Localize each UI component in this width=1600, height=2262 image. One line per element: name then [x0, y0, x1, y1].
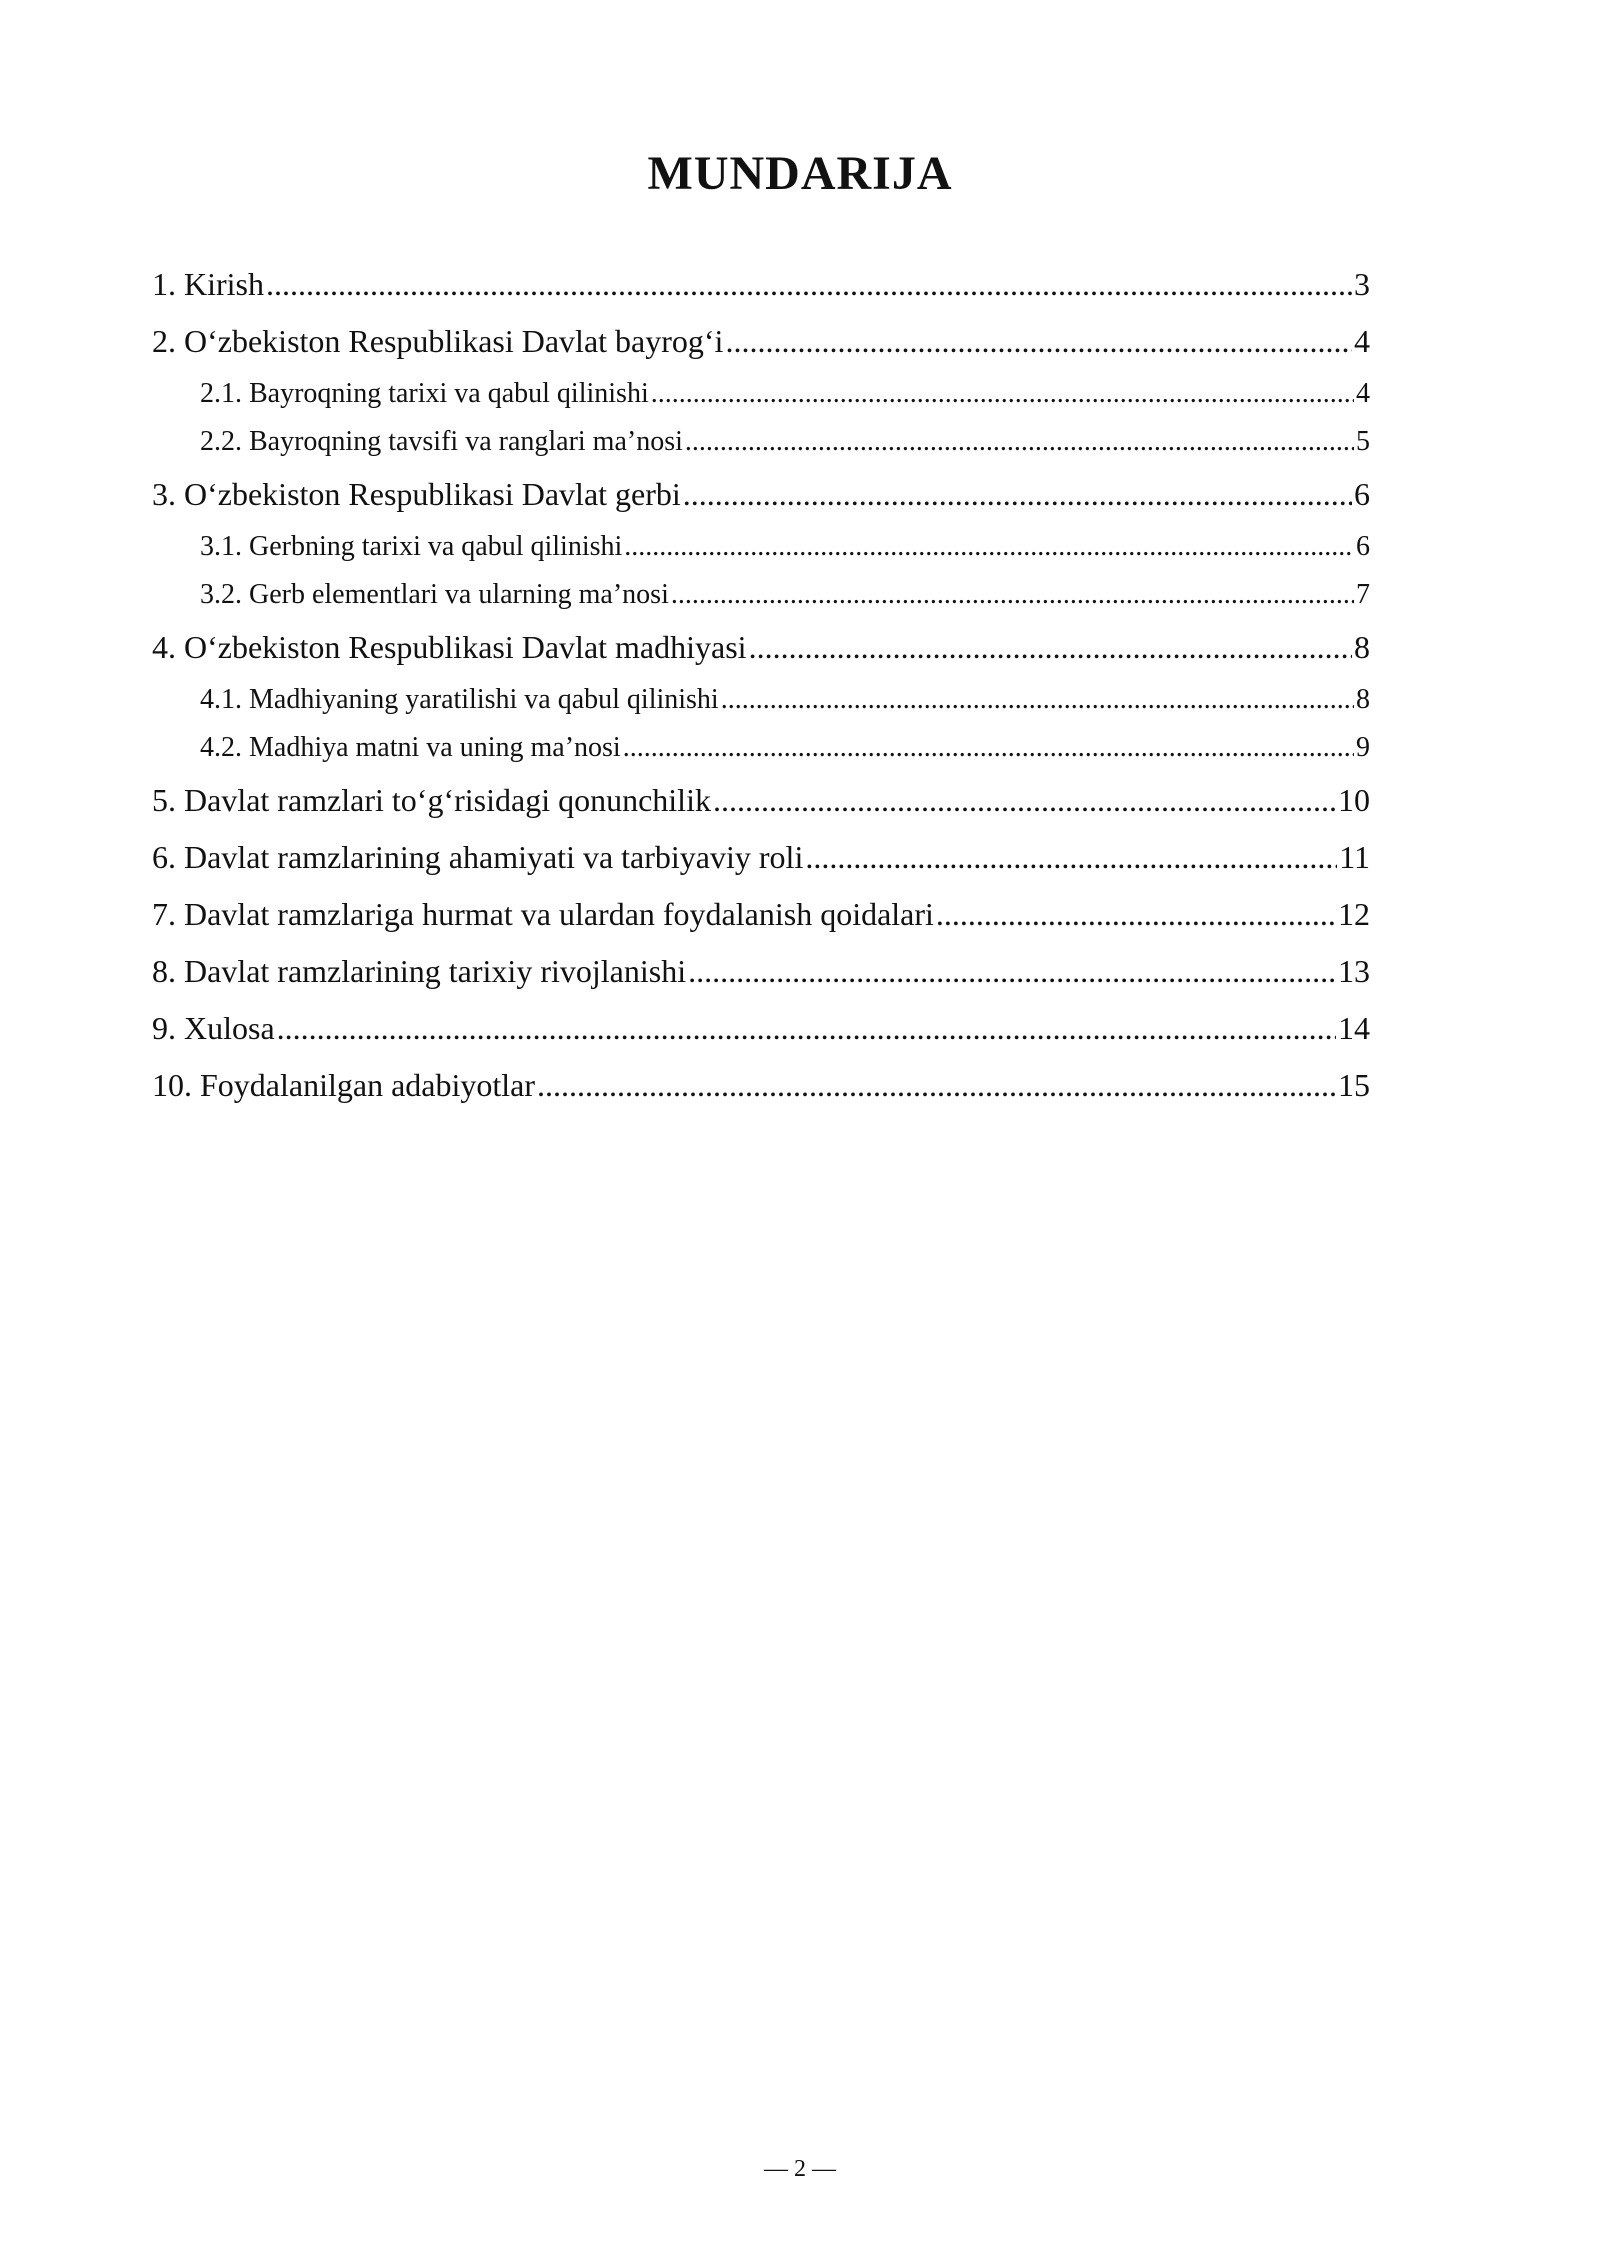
toc-page-number: 12 — [1338, 896, 1370, 932]
toc-page-number: 9 — [1356, 732, 1370, 763]
toc-entry[interactable] — [152, 472, 1370, 529]
toc-entry[interactable] — [152, 726, 1370, 774]
toc-dot-leader — [749, 625, 1352, 669]
toc-entry-text: 4. O‘zbekiston Respublikasi Davlat madhiyasi — [152, 629, 747, 665]
toc-entry-text: 3.1. Gerbning tarixi va qabul qilinishi — [200, 531, 623, 562]
toc-entry[interactable] — [152, 1063, 1370, 1120]
toc-entry-text: 7. Davlat ramzlariga hurmat va ulardan foydalanish qoidalari — [152, 896, 934, 932]
toc-entry[interactable] — [152, 625, 1370, 682]
toc-entry-text: 1. Kirish — [152, 266, 264, 302]
toc-entry[interactable] — [152, 573, 1370, 621]
toc-entry[interactable] — [152, 892, 1370, 949]
toc-entry-text: 8. Davlat ramzlarining tarixiy rivojlanishi — [152, 953, 687, 989]
toc-page-number: 4 — [1356, 378, 1370, 409]
toc-page-number: 14 — [1338, 1010, 1370, 1046]
toc-entry[interactable] — [152, 420, 1370, 468]
toc-dot-leader — [725, 319, 1352, 363]
toc-entry[interactable] — [152, 525, 1370, 573]
toc-entry-text: 5. Davlat ramzlari to‘g‘risidagi qonunchilik — [152, 782, 711, 818]
toc-entry-text: 2.2. Bayroqning tavsifi va ranglari ma’nosi — [200, 426, 683, 457]
toc-entry[interactable] — [152, 949, 1370, 1006]
toc-entry[interactable] — [152, 1006, 1370, 1063]
page-number-footer: — 2 — — [764, 2156, 836, 2182]
toc-entry-text: 2. O‘zbekiston Respublikasi Davlat bayrog‘i — [152, 323, 724, 359]
toc-entry[interactable] — [152, 835, 1370, 892]
toc-entry[interactable] — [152, 678, 1370, 726]
toc-entry-text: 10. Foydalanilgan adabiyotlar — [152, 1067, 536, 1103]
table-of-contents — [152, 262, 1370, 1120]
toc-entry-text: 3.2. Gerb elementlari va ularning ma’nosi — [200, 579, 669, 610]
toc-dot-leader — [671, 573, 1354, 617]
toc-page-number: 6 — [1356, 531, 1370, 562]
page-title: MUNDARIJA — [647, 147, 953, 200]
toc-entry[interactable] — [152, 778, 1370, 835]
toc-dot-leader — [688, 949, 1336, 993]
toc-entry[interactable] — [152, 262, 1370, 319]
toc-page-number: 8 — [1356, 684, 1370, 715]
toc-page-number: 4 — [1354, 323, 1370, 359]
toc-page-number: 13 — [1338, 953, 1370, 989]
toc-dot-leader — [721, 678, 1354, 722]
toc-entry-text: 9. Xulosa — [152, 1010, 275, 1046]
toc-dot-leader — [623, 726, 1354, 770]
toc-dot-leader — [624, 525, 1354, 569]
toc-dot-leader — [805, 835, 1337, 879]
toc-entry[interactable] — [152, 372, 1370, 420]
toc-entry-text: 2.1. Bayroqning tarixi va qabul qilinishi — [200, 378, 649, 409]
toc-page-number: 5 — [1356, 426, 1370, 457]
toc-entry[interactable] — [152, 319, 1370, 376]
toc-entry-text: 4.2. Madhiya matni va uning ma’nosi — [200, 732, 621, 763]
toc-entry-text: 4.1. Madhiyaning yaratilishi va qabul qilinishi — [200, 684, 719, 715]
toc-page-number: 11 — [1339, 839, 1370, 875]
toc-entry-text: 3. O‘zbekiston Respublikasi Davlat gerbi — [152, 476, 681, 512]
toc-page-number: 6 — [1354, 476, 1370, 512]
toc-page-number: 8 — [1354, 629, 1370, 665]
toc-page-number: 3 — [1354, 266, 1370, 302]
toc-dot-leader — [683, 472, 1352, 516]
toc-dot-leader — [651, 372, 1354, 416]
toc-dot-leader — [277, 1006, 1336, 1050]
toc-dot-leader — [266, 262, 1352, 306]
toc-dot-leader — [537, 1063, 1336, 1107]
toc-dot-leader — [936, 892, 1336, 936]
toc-page-number: 7 — [1356, 579, 1370, 610]
toc-page-number: 15 — [1338, 1067, 1370, 1103]
toc-page-number: 10 — [1338, 782, 1370, 818]
toc-dot-leader — [685, 420, 1354, 464]
toc-dot-leader — [713, 778, 1336, 822]
toc-entry-text: 6. Davlat ramzlarining ahamiyati va tarbiyaviy roli — [152, 839, 804, 875]
